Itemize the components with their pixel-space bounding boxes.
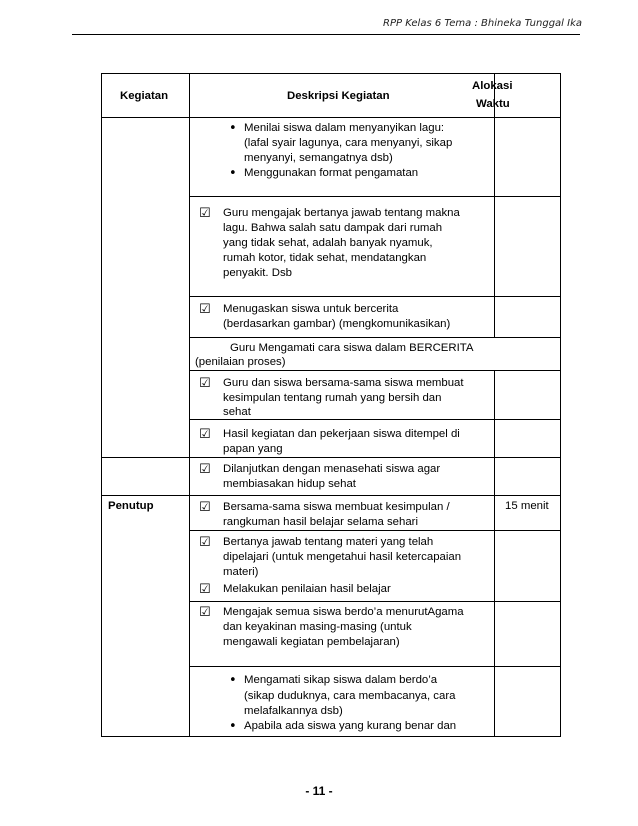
checkbox-icon: ☑ [199, 605, 211, 620]
row8-line: dipelajari (untuk mengetahui hasil ketercapaian [223, 551, 462, 563]
row7-line: Bersama-sama siswa membuat kesimpulan / [223, 501, 450, 513]
checkbox-icon: ☑ [199, 500, 211, 515]
row-rule [190, 666, 561, 667]
penutup-label: Penutup [108, 500, 154, 512]
row1-line: rumah kotor, tidak sehat, mendatangkan [223, 252, 427, 264]
checkbox-icon: ☑ [199, 427, 211, 442]
row5-line: papan yang [223, 443, 283, 455]
bullet-icon: • [229, 166, 237, 181]
bullet-icon: • [229, 719, 237, 734]
row1-line: yang tidak sehat, adalah banyak nyamuk, [223, 237, 433, 249]
row5-line: Hasil kegiatan dan pekerjaan siswa ditempel di [223, 428, 460, 440]
row4-line: sehat [223, 406, 251, 418]
checkbox-icon: ☑ [199, 535, 211, 550]
header-alokasi: Alokasi [472, 80, 513, 92]
row-rule [190, 296, 561, 297]
row6-line: Dilanjutkan dengan menasehati siswa agar [223, 463, 441, 475]
running-header: RPP Kelas 6 Tema : Bhineka Tunggal Ika [383, 18, 582, 29]
row1-line: lagu. Bahwa salah satu dampak dari rumah [223, 222, 443, 234]
row1-line: Guru mengajak bertanya jawab tentang makna [223, 207, 460, 219]
checkbox-icon: ☑ [199, 582, 211, 597]
row1-line: penyakit. Dsb [223, 267, 293, 279]
checkbox-icon: ☑ [199, 376, 211, 391]
row2-line: Menugaskan siswa untuk bercerita [223, 303, 399, 315]
row8-line: Bertanya jawab tentang materi yang telah [223, 536, 434, 548]
row8b-line: Melakukan penilaian hasil belajar [223, 583, 391, 595]
row-rule [101, 117, 561, 118]
checkbox-icon: ☑ [199, 462, 211, 477]
row10-line: melafalkannya dsb) [244, 705, 343, 717]
row-rule [101, 457, 561, 458]
row-rule [190, 196, 561, 197]
row9-line: Mengajak semua siswa berdo’a menurutAgama [223, 606, 464, 618]
row9-line: dan keyakinan masing-masing (untuk [223, 621, 412, 633]
checkbox-icon: ☑ [199, 206, 211, 221]
row0-line2: (lafal syair lagunya, cara menyanyi, sikap [244, 137, 453, 149]
checkbox-icon: ☑ [199, 302, 211, 317]
row10-line: (sikap duduknya, cara membacanya, cara [244, 690, 456, 702]
col-divider-2b [494, 370, 495, 737]
row4-line: kesimpulan tentang rumah yang bersih dan [223, 392, 442, 404]
row0-line1: Menilai siswa dalam menyanyikan lagu: [244, 122, 445, 134]
row10-line: Mengamati sikap siswa dalam berdo’a [244, 674, 438, 686]
row-rule [101, 495, 561, 496]
col-divider-2 [494, 73, 495, 337]
row0-bullet2: Menggunakan format pengamatan [244, 167, 419, 179]
penutup-time: 15 menit [505, 500, 549, 512]
header-waktu: Waktu [476, 98, 510, 110]
row9-line: mengawali kegiatan pembelajaran) [223, 636, 400, 648]
bullet-icon: • [229, 121, 237, 136]
row3-line: (penilaian proses) [195, 356, 286, 368]
row7-line: rangkuman hasil belajar selama sehari [223, 516, 419, 528]
row3-line: Guru Mengamati cara siswa dalam BERCERITA [230, 342, 474, 354]
bullet-icon: • [229, 673, 237, 688]
row-rule [190, 337, 561, 338]
header-deskripsi: Deskripsi Kegiatan [287, 90, 390, 102]
row10-line: Apabila ada siswa yang kurang benar dan [244, 720, 457, 732]
page-number: - 11 - [305, 784, 333, 798]
row0-line3: menyanyi, semangatnya dsb) [244, 152, 393, 164]
header-rule [72, 34, 580, 35]
row4-line: Guru dan siswa bersama-sama siswa membuat [223, 377, 464, 389]
row8-line: materi) [223, 566, 259, 578]
row6-line: membiasakan hidup sehat [223, 478, 356, 490]
row2-line: (berdasarkan gambar) (mengkomunikasikan) [223, 318, 451, 330]
row-rule [190, 601, 561, 602]
col-divider-1 [189, 73, 190, 737]
header-kegiatan: Kegiatan [120, 90, 169, 102]
